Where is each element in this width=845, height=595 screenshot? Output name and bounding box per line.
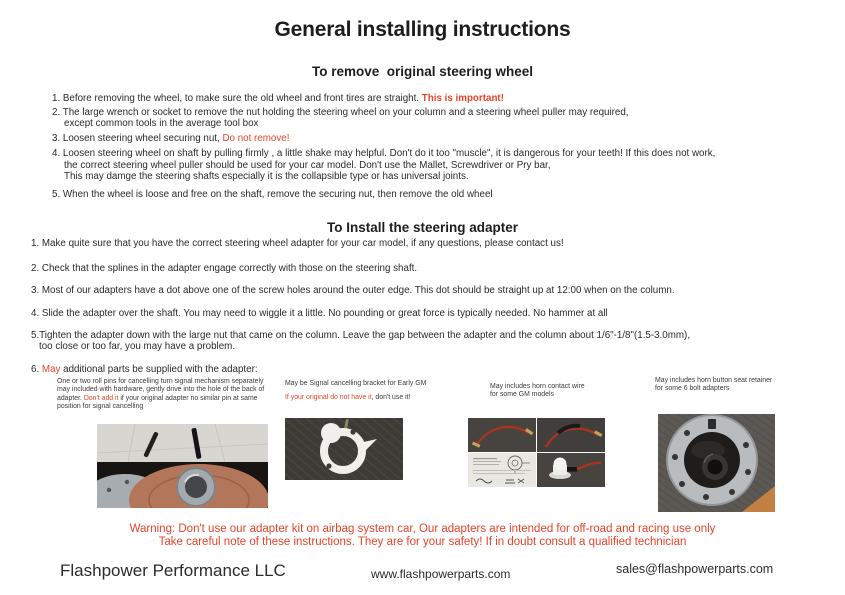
item-text: too close or too far, you may have a problem. [39,341,236,352]
horn-contact-wire-photo [468,418,605,487]
note-text: , don't use it! [371,394,411,402]
note-text: May includes horn button seat retainer [655,377,773,384]
note-line [285,394,490,402]
highlight-if-original: If your original do not have it [285,394,372,402]
install-section-heading: To Install the steering adapter [326,220,519,235]
item-text: 4. Slide the adapter over the shaft. You may need to wiggle it a little. No pounding or great force is typically needed. No hammer at all [31,308,608,319]
item-text: the correct steering wheel puller should be used for your car model. Don't use the Mallet, Screwdriver or Pry bar, [64,159,551,171]
install-item-6 [31,364,841,376]
contact-email: sales@flashpowerparts.com [616,562,774,576]
company-name: Flashpower Performance LLC [60,561,286,580]
hub-photo-graphic [658,414,775,512]
note-text: if your original adapter no similar pin at same position for signal cancelling [57,394,258,411]
warning-line-2: Take careful note of these instructions. They are for your safety! If in doubt consult a qualified technician [158,536,687,548]
note-text: May includes horn contact wire [490,383,585,390]
page-title: General installing instructions [274,18,571,41]
remove-instructions-list [52,93,842,200]
item-text: 2. Check that the splines in the adapter engage correctly with those on the steering shaft. [31,262,418,274]
website-url: www.flashpowerparts.com [371,567,511,581]
install-item-5-line2 [31,341,841,353]
wire-photo-graphic [468,418,605,487]
item-text: 2. The large wrench or socket to remove the nut holding the steering wheel on your column and a steering wheel puller may required, [52,106,629,118]
install-instructions-list [31,238,841,375]
note-text: May be Signal cancelling bracket for Early GM [285,380,427,387]
highlight-may: May [41,363,61,375]
signal-bracket-note [285,380,490,403]
roll-pins-note [57,378,277,412]
remove-item-5 [52,189,842,201]
install-item-5-line1 [31,330,841,342]
item-text: 5. When the wheel is loose and free on the shaft, remove the securing nut, then remove the old wheel [52,188,493,200]
remove-item-4-line2 [52,160,842,172]
remove-item-2-line2 [52,118,842,130]
install-item-2 [31,263,841,275]
remove-item-1 [52,93,842,105]
highlight-do-not-remove: Do not remove! [222,132,290,144]
signal-cancelling-bracket-photo [285,418,403,480]
item-text: 5.Tighten the adapter down with the large nut that came on the column. Leave the gap between the adapter and the column about 1/6"-1/8"(1.5-3.0mm), [31,329,691,341]
item-text: except common tools in the average tool box [64,118,259,129]
roll-pins-photo-graphic [97,424,268,508]
note-text: for some 6 bolt adapters [655,385,730,393]
item-text: additional parts be supplied with the adapter: [60,363,258,375]
install-item-3 [31,285,841,297]
item-text: 4. Loosen steering wheel on shaft by pulling firmly , a little shake may helpful. Don't do it too "muscle", it is dangerous for your teeth! If this does not work, [52,148,716,159]
horn-button-retainer-note [655,377,833,394]
remove-item-4-line1 [52,148,842,160]
note-text: One or two roll pins for cancelling turn signal mechanism separately may included with hardware, gently drive into the hole of the back of adapter. [57,378,265,402]
install-item-4 [31,308,841,320]
item-text: This may damge the steering shafts especially it is the collapsible type or has universal joints. [64,171,469,182]
horn-contact-wire-note [490,383,660,400]
remove-item-4-line3 [52,171,842,183]
item-text: 6. [31,363,42,375]
remove-item-3 [52,133,842,145]
item-text: 1. Make quite sure that you have the correct steering wheel adapter for your car model, if any questions, please contact us! [31,238,564,249]
item-text: 3. Loosen steering wheel securing nut, [52,132,223,144]
remove-item-2-line1 [52,107,842,119]
item-text: 3. Most of our adapters have a dot above one of the screw holes around the outer edge. This dot should be straight up at 12:00 when on the column. [31,285,675,296]
warning-line-1: Warning: Don't use our adapter kit on airbag system car, Our adapters are intended for off-road and racing use only [129,523,716,535]
roll-pins-and-adapter-photo [97,424,268,508]
note-text: for some GM models [490,391,554,399]
remove-section-heading: To remove original steering wheel [311,64,534,79]
highlight-important: This is important! [421,93,504,104]
horn-button-seat-retainer-photo [658,414,775,512]
bracket-photo-graphic [285,418,403,480]
install-item-1 [31,238,841,250]
highlight-dont-add-it: Don't add it [83,394,119,402]
item-text: 1. Before removing the wheel, to make sure the old wheel and front tires are straight. [52,93,422,104]
